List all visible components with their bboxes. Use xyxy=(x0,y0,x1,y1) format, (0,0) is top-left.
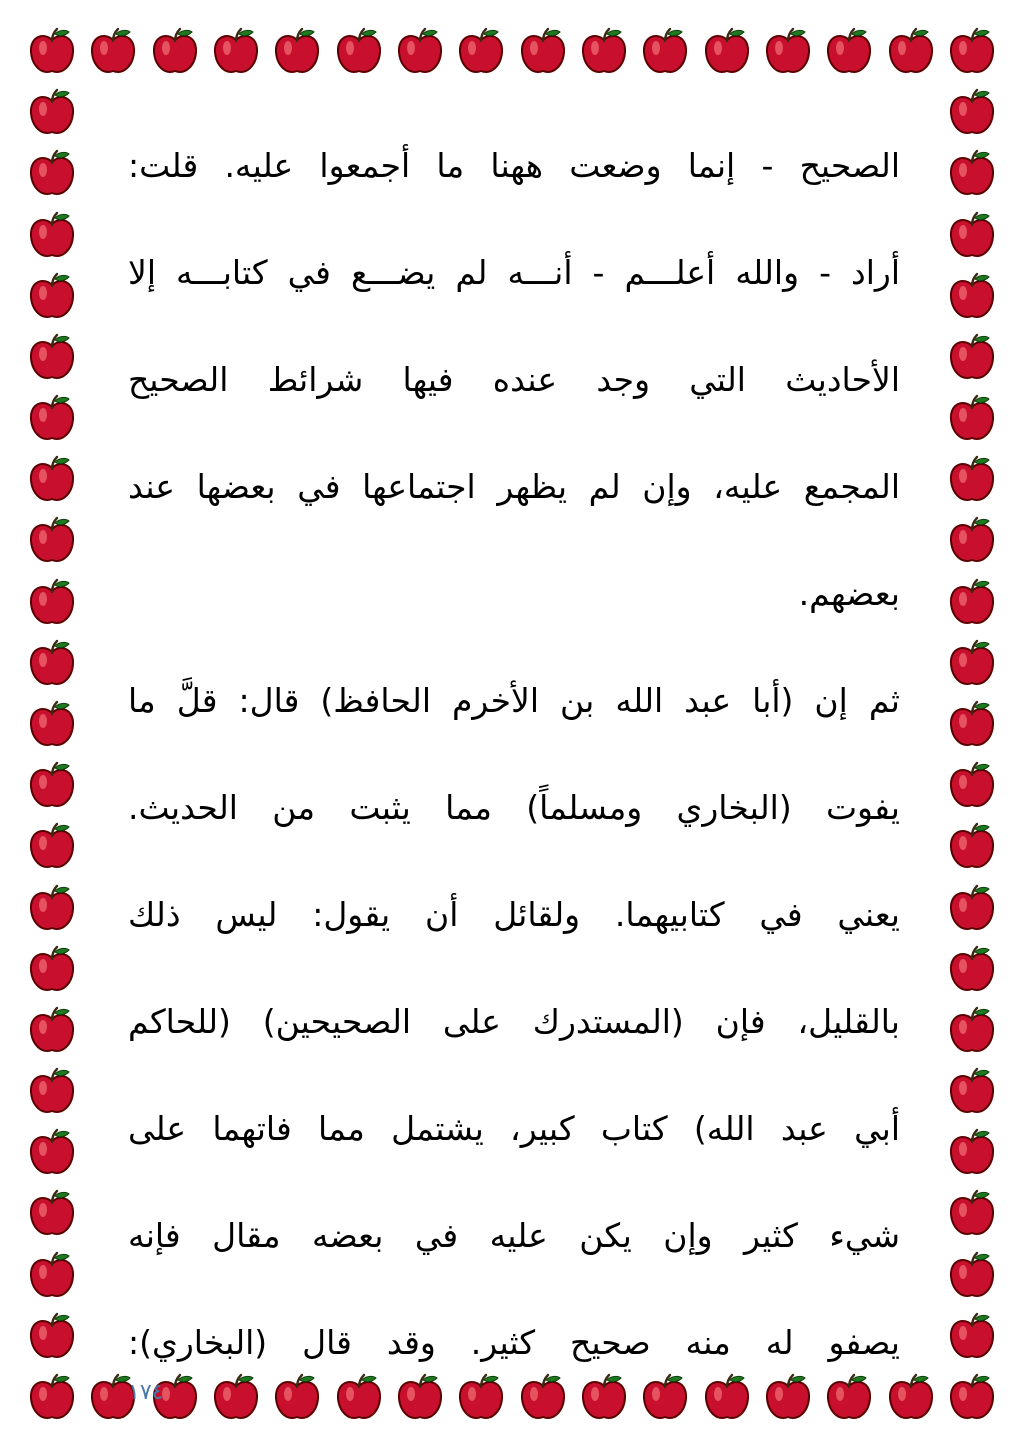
page-number: ١٧٤ xyxy=(128,1380,164,1405)
apple-icon xyxy=(26,332,78,384)
apple-icon xyxy=(333,26,385,78)
apple-icon xyxy=(149,26,201,78)
apple-icon xyxy=(946,1127,998,1179)
text-line-2: أراد - والله أعلـــم - أنـــه لم يضـــع في كتابـــه إلا xyxy=(128,253,900,292)
apple-icon xyxy=(26,1188,78,1240)
apple-icon xyxy=(455,26,507,78)
text-body xyxy=(128,112,900,1362)
apple-icon xyxy=(26,210,78,262)
apple-icon xyxy=(26,821,78,873)
apple-icon xyxy=(701,26,753,78)
apple-icon xyxy=(885,26,937,78)
text-line-1: الصحيح - إنما وضعت ههنا ما أجمعوا عليه. قلت: xyxy=(128,146,900,185)
apple-icon xyxy=(946,1372,998,1424)
apple-icon xyxy=(946,638,998,690)
apple-icon xyxy=(210,26,262,78)
text-line-7: يفوت (البخاري ومسلماً) مما يثبت من الحديث. xyxy=(128,788,900,827)
apple-icon xyxy=(26,515,78,567)
apple-icon xyxy=(946,1311,998,1363)
apple-icon xyxy=(946,944,998,996)
apple-icon xyxy=(946,577,998,629)
apple-icon xyxy=(578,26,630,78)
apple-icon xyxy=(946,148,998,200)
apple-icon xyxy=(946,87,998,139)
apple-icon xyxy=(517,26,569,78)
apple-icon xyxy=(26,1250,78,1302)
text-line-11: شيء كثير وإن يكن عليه في بعضه مقال فإنه xyxy=(128,1216,900,1255)
apple-icon xyxy=(87,26,139,78)
apple-icon xyxy=(26,1005,78,1057)
apple-icon xyxy=(26,271,78,323)
apple-icon xyxy=(26,148,78,200)
apple-icon xyxy=(946,760,998,812)
apple-icon xyxy=(946,1250,998,1302)
apple-icon xyxy=(762,26,814,78)
apple-icon xyxy=(946,454,998,506)
apple-icon xyxy=(823,26,875,78)
apple-icon xyxy=(946,271,998,323)
apple-icon xyxy=(946,883,998,935)
text-line-4: المجمع عليه، وإن لم يظهر اجتماعها في بعضها عند xyxy=(128,467,900,506)
apple-icon xyxy=(26,944,78,996)
apple-icon xyxy=(946,26,998,78)
apple-icon xyxy=(946,210,998,262)
apple-icon xyxy=(394,26,446,78)
text-line-9: بالقليل، فإن (المستدرك على الصحيحين) (للحاكم xyxy=(128,1002,900,1041)
apple-icon xyxy=(26,1311,78,1363)
text-line-12: يصفو له منه صحيح كثير. وقد قال (البخاري): xyxy=(128,1323,900,1362)
apple-icon xyxy=(946,1066,998,1118)
apple-icon xyxy=(946,332,998,384)
text-line-5: بعضهم. xyxy=(798,574,900,613)
apple-icon xyxy=(639,26,691,78)
apple-icon xyxy=(946,1188,998,1240)
apple-icon xyxy=(26,760,78,812)
apple-icon xyxy=(26,577,78,629)
apple-icon xyxy=(26,1127,78,1179)
apple-icon xyxy=(26,638,78,690)
apple-icon xyxy=(26,1066,78,1118)
apple-icon xyxy=(26,26,78,78)
text-line-6: ثم إن (أبا عبد الله بن الأخرم الحافظ) قال: قلَّ ما xyxy=(128,681,900,720)
apple-icon xyxy=(946,515,998,567)
apple-icon xyxy=(26,87,78,139)
text-line-8: يعني في كتابيهما. ولقائل أن يقول: ليس ذلك xyxy=(128,895,900,934)
apple-icon xyxy=(26,454,78,506)
apple-icon xyxy=(946,821,998,873)
apple-icon xyxy=(26,883,78,935)
apple-icon xyxy=(26,699,78,751)
apple-icon xyxy=(271,26,323,78)
apple-icon xyxy=(26,393,78,445)
apple-icon xyxy=(946,1005,998,1057)
apple-icon xyxy=(946,393,998,445)
apple-icon xyxy=(946,699,998,751)
apple-icon xyxy=(26,1372,78,1424)
text-line-3: الأحاديث التي وجد عنده فيها شرائط الصحيح xyxy=(128,360,900,399)
text-line-10: أبي عبد الله) كتاب كبير، يشتمل مما فاتهما على xyxy=(128,1109,900,1148)
